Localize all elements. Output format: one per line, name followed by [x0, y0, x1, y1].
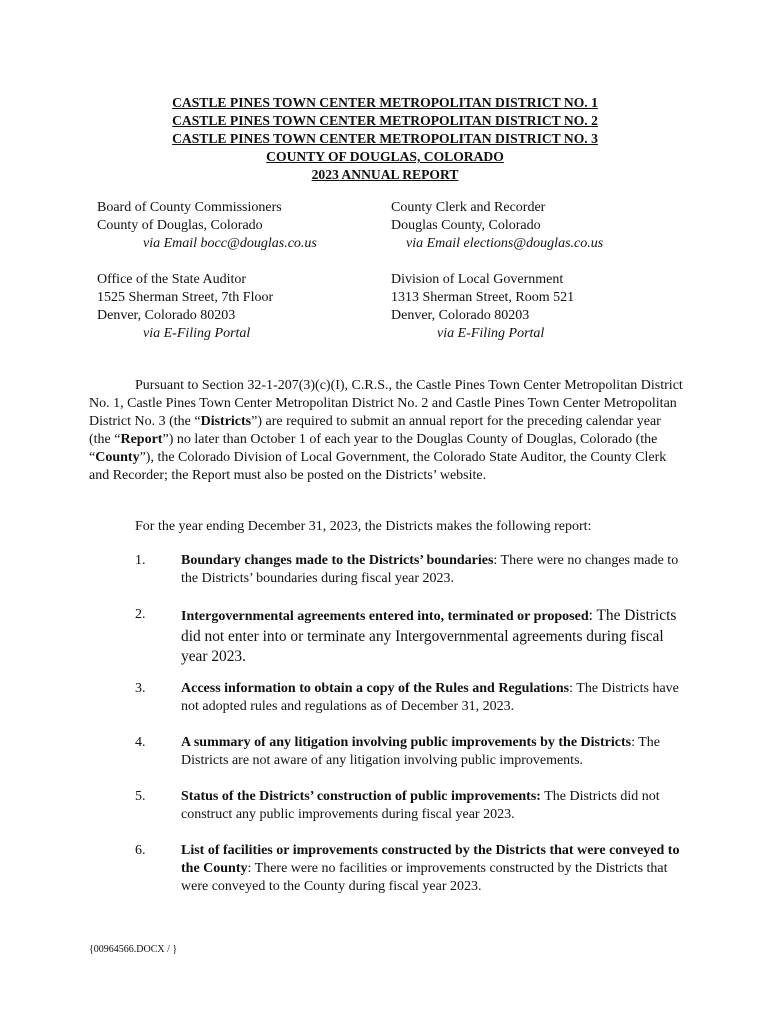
addressee-via: via Email elections@douglas.co.us: [406, 236, 604, 251]
defined-term: County: [95, 450, 140, 465]
title-line: COUNTY OF DOUGLAS, COLORADO: [266, 149, 504, 164]
addressee-line: Office of the State Auditor: [97, 272, 247, 287]
defined-term: Districts: [200, 414, 252, 429]
item-text: : The Districts are not aware of any litigation involving public improvements.: [181, 735, 660, 768]
addressee-line: Board of County Commissioners: [97, 200, 282, 215]
intro-text: ”), the Colorado Division of Local Government, the Colorado State Auditor, the County Clerk and Recorder; the Report must also be posted on the Districts’ website.: [89, 450, 667, 483]
item-number: 3.: [135, 681, 146, 696]
item-number: 2.: [135, 607, 146, 622]
defined-term: Report: [120, 432, 163, 447]
addressee-local-government: [391, 271, 574, 343]
item-text: : The Districts did not enter into or terminate any Intergovernmental agreements during fiscal year 2023.: [181, 607, 677, 665]
report-title: [0, 94, 770, 184]
item-text: : The Districts have not adopted rules and regulations as of December 31, 2023.: [181, 681, 679, 714]
addressee-line: Douglas County, Colorado: [391, 218, 541, 233]
addressee-board-of-commissioners: [97, 199, 317, 253]
item-number: 6.: [135, 843, 146, 858]
addressee-state-auditor: [97, 271, 273, 343]
item-text: : There were no facilities or improvements constructed by the Districts that were conveyed to the County during fiscal year 2023.: [181, 861, 668, 894]
intro-text: ”) are required to submit an annual report for the preceding calendar year (the “: [89, 414, 661, 447]
addressee-via: via Email bocc@douglas.co.us: [143, 236, 317, 251]
item-number: 1.: [135, 553, 146, 568]
title-line: CASTLE PINES TOWN CENTER METROPOLITAN DISTRICT NO. 1: [172, 95, 598, 110]
title-line: CASTLE PINES TOWN CENTER METROPOLITAN DISTRICT NO. 3: [172, 131, 598, 146]
intro-text: ”) no later than October 1 of each year to the Douglas County of Douglas, Colorado (the “: [89, 432, 658, 465]
addressee-line: County Clerk and Recorder: [391, 200, 546, 215]
item-number: 4.: [135, 735, 146, 750]
item-heading: List of facilities or improvements constructed by the Districts that were conveyed to the County: [181, 843, 680, 876]
document-footer-id: {00964566.DOCX / }: [89, 944, 178, 955]
addressee-line: 1525 Sherman Street, 7th Floor: [97, 290, 274, 305]
addressee-via: via E-Filing Portal: [437, 326, 545, 341]
addressee-line: Denver, Colorado 80203: [391, 308, 530, 323]
item-number: 5.: [135, 789, 146, 804]
item-text: The Districts did not construct any public improvements during fiscal year 2023.: [181, 789, 660, 822]
intro-paragraph: [89, 377, 683, 485]
item-heading: Access information to obtain a copy of the Rules and Regulations: [181, 681, 570, 696]
addressee-clerk-recorder: [391, 199, 603, 253]
title-line: 2023 ANNUAL REPORT: [311, 167, 459, 182]
title-line: CASTLE PINES TOWN CENTER METROPOLITAN DISTRICT NO. 2: [172, 113, 598, 128]
item-heading: Intergovernmental agreements entered into, terminated or proposed: [181, 609, 589, 624]
for-year-statement: For the year ending December 31, 2023, the Districts makes the following report:: [135, 519, 592, 534]
item-text: : There were no changes made to the Districts’ boundaries during fiscal year 2023.: [181, 553, 679, 586]
addressee-line: 1313 Sherman Street, Room 521: [391, 290, 575, 305]
item-heading: Boundary changes made to the Districts’ boundaries: [181, 553, 494, 568]
item-heading: Status of the Districts’ construction of public improvements:: [181, 789, 541, 804]
addressee-line: Denver, Colorado 80203: [97, 308, 236, 323]
intro-text: Pursuant to Section 32-1-207(3)(c)(I), C.R.S., the Castle Pines Town Center Metropolitan District No. 1, Castle Pines Town Center Metropolitan District No. 2 and Castle Pines Town Center Metropolitan District No. 3 (the “: [89, 378, 683, 429]
addressee-line: County of Douglas, Colorado: [97, 218, 263, 233]
addressee-line: Division of Local Government: [391, 272, 564, 287]
item-heading: A summary of any litigation involving public improvements by the Districts: [181, 735, 632, 750]
addressee-via: via E-Filing Portal: [143, 326, 251, 341]
